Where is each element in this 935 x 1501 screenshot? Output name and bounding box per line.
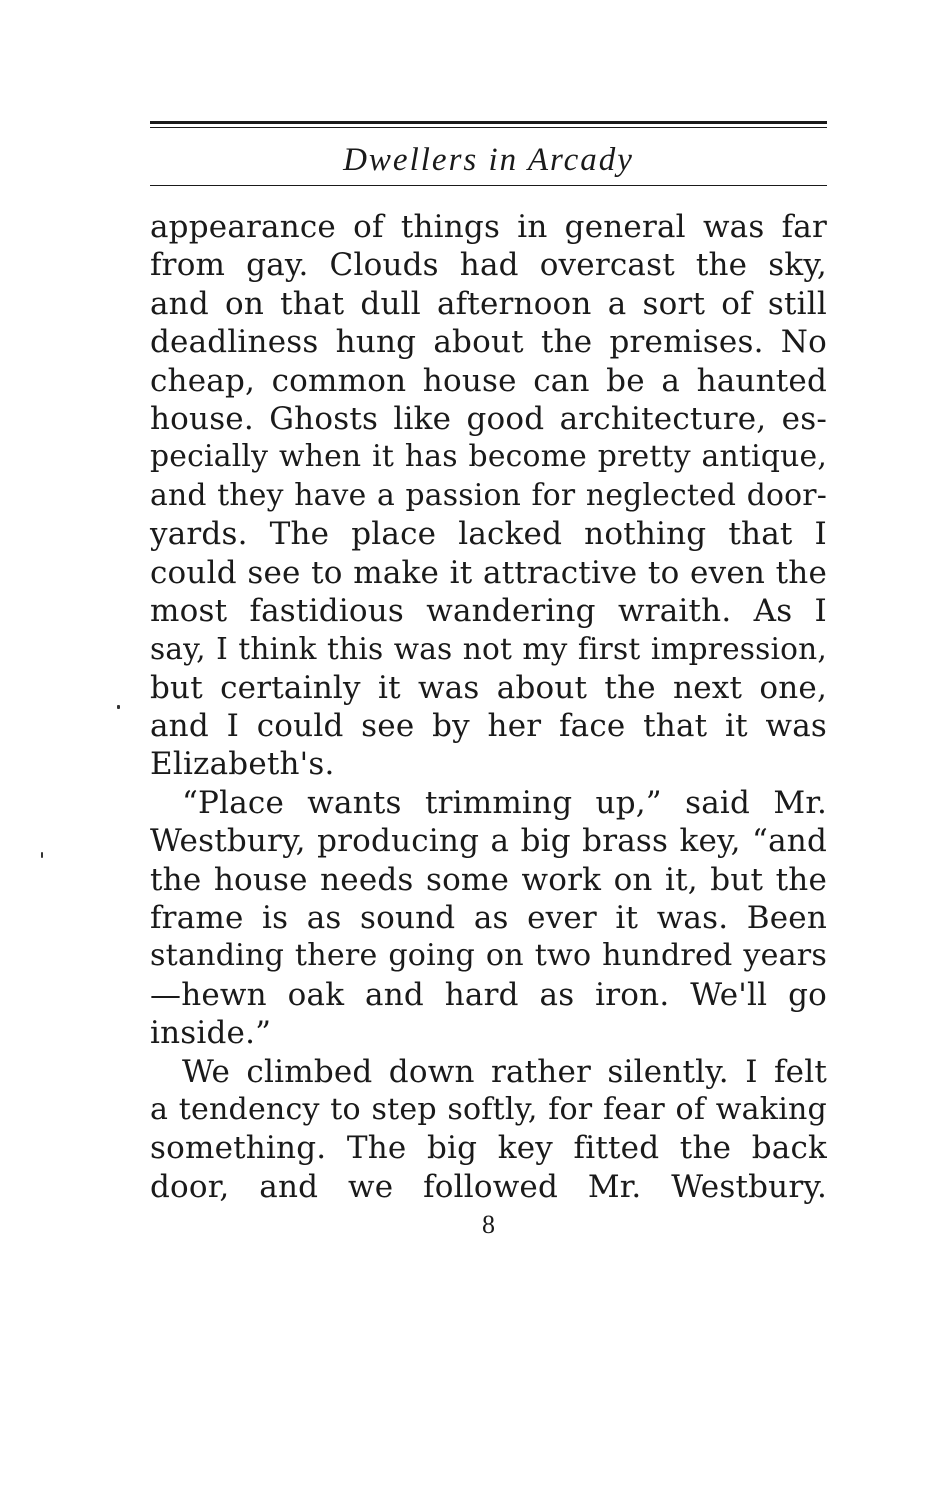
header-rule-middle [150, 127, 827, 128]
text-line: the house needs some work on it, but the [150, 861, 827, 898]
text-line: standing there going on two hundred years [150, 938, 827, 974]
text-line: —hewn oak and hard as iron. We'll go [150, 976, 827, 1013]
page-number: 8 [482, 1210, 495, 1239]
text-line: appearance of things in general was far [150, 209, 827, 245]
text-line: could see to make it attractive to even the [150, 554, 827, 591]
text-line: most fastidious wandering wraith. As I [150, 592, 827, 629]
text-line: but certainly it was about the next one, [150, 669, 827, 706]
text-line: We climbed down rather silently. I felt [182, 1053, 827, 1090]
text-line: and on that dull afternoon a sort of still [150, 285, 827, 322]
text-line: yards. The place lacked nothing that I [150, 516, 827, 553]
header-rule-bottom [150, 185, 827, 186]
text-line: pecially when it has become pretty antique, [150, 439, 827, 475]
running-head: Dwellers in Arcady [343, 142, 634, 178]
text-line: inside.” [150, 1015, 272, 1052]
text-line: door, and we followed Mr. Westbury. [150, 1168, 827, 1205]
text-line: frame is as sound as ever it was. Been [150, 900, 827, 937]
text-line: Elizabeth's. [150, 746, 335, 783]
scan-speck [117, 705, 120, 709]
scan-speck [41, 852, 43, 858]
header-rule-top [150, 121, 827, 124]
text-line: and they have a passion for neglected door- [150, 477, 827, 513]
text-line: something. The big key fitted the back [150, 1130, 827, 1167]
text-line: a tendency to step softly, for fear of waking [150, 1091, 827, 1127]
text-line: Westbury, producing a big brass key, “and [150, 823, 827, 860]
text-line: from gay. Clouds had overcast the sky, [150, 247, 827, 284]
body-text [150, 208, 827, 1206]
text-line: house. Ghosts like good architecture, es- [150, 400, 827, 437]
text-line: and I could see by her face that it was [150, 708, 827, 745]
text-line: deadliness hung about the premises. No [150, 324, 827, 361]
text-line: “Place wants trimming up,” said Mr. [182, 784, 827, 821]
text-line: cheap, common house can be a haunted [150, 362, 827, 399]
text-line: say, I think this was not my first impression, [150, 632, 827, 667]
